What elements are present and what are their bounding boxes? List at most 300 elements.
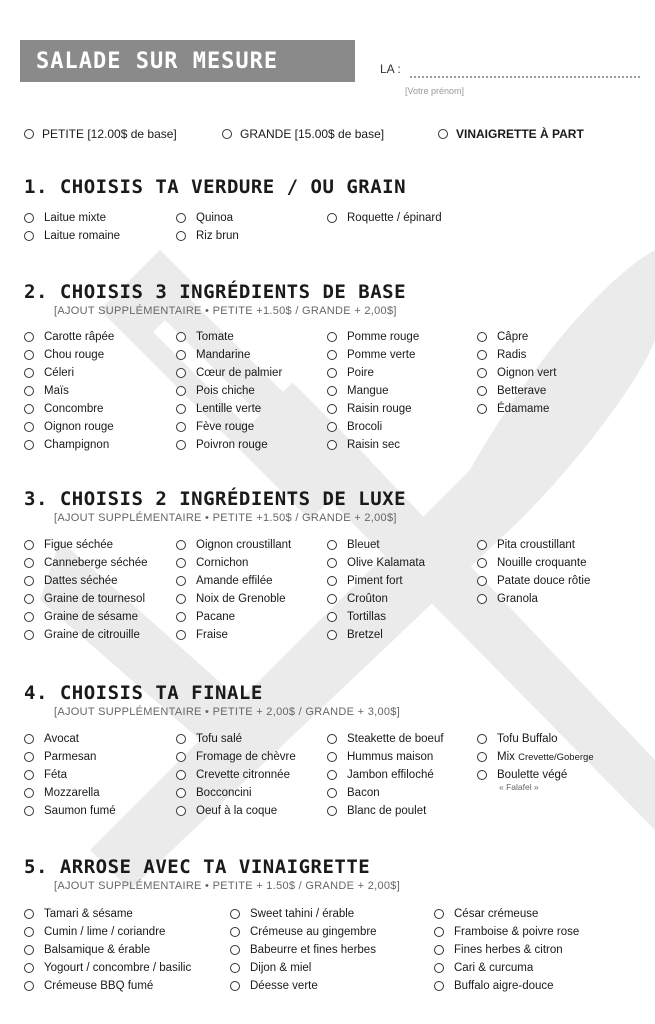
option-item[interactable] <box>24 590 148 608</box>
radio-icon[interactable] <box>327 558 337 568</box>
radio-icon[interactable] <box>24 368 34 378</box>
section-2-col-1 <box>24 328 114 454</box>
option-label: Tamari & sésame <box>44 908 133 920</box>
section-1-col-3 <box>327 209 442 227</box>
option-item[interactable] <box>327 536 425 554</box>
option-item[interactable] <box>327 400 419 418</box>
radio-icon[interactable] <box>176 594 186 604</box>
radio-icon[interactable] <box>327 368 337 378</box>
option-item[interactable] <box>176 382 282 400</box>
option-label: Graine de citrouille <box>44 629 140 641</box>
radio-icon[interactable] <box>176 734 186 744</box>
radio-icon[interactable] <box>24 945 34 955</box>
boulette-note: « Falafel » <box>499 782 539 792</box>
option-item[interactable] <box>24 436 114 454</box>
option-item[interactable] <box>327 418 419 436</box>
radio-icon[interactable] <box>176 576 186 586</box>
option-item[interactable] <box>176 209 239 227</box>
option-label: Pomme verte <box>347 349 416 361</box>
section-3-col-3 <box>327 536 425 644</box>
radio-icon[interactable] <box>176 806 186 816</box>
option-item[interactable] <box>24 941 191 959</box>
radio-icon[interactable] <box>24 422 34 432</box>
option-label: Oignon vert <box>497 367 557 379</box>
size-label-grande: GRANDE [15.00$ de base] <box>240 127 385 141</box>
section-5-subtitle: [AJOUT SUPPLÉMENTAIRE • PETITE + 1.50$ / GRANDE + 2,00$] <box>54 880 401 892</box>
section-1-title: 1. CHOISIS TA VERDURE / OU GRAIN <box>24 176 407 198</box>
radio-icon[interactable] <box>24 540 34 550</box>
option-item[interactable] <box>24 802 116 820</box>
option-label: Balsamique & érable <box>44 944 151 956</box>
option-label: Maïs <box>44 385 69 397</box>
radio-icon[interactable] <box>230 927 240 937</box>
option-label: Roquette / épinard <box>347 212 442 224</box>
radio-icon[interactable] <box>434 909 444 919</box>
radio-icon[interactable] <box>176 440 186 450</box>
radio-icon[interactable] <box>434 981 444 991</box>
option-label: Céleri <box>44 367 75 379</box>
option-label: Buffalo aigre-douce <box>454 980 554 992</box>
radio-icon[interactable] <box>327 788 337 798</box>
radio-icon[interactable] <box>176 770 186 780</box>
radio-icon[interactable] <box>477 332 487 342</box>
option-label: Bleuet <box>347 539 380 551</box>
option-item[interactable] <box>434 941 579 959</box>
radio-icon[interactable] <box>434 945 444 955</box>
option-label: Babeurre et fines herbes <box>250 944 376 956</box>
option-item[interactable] <box>176 536 291 554</box>
option-label: Poire <box>347 367 374 379</box>
option-item[interactable] <box>477 364 556 382</box>
radio-icon[interactable] <box>176 386 186 396</box>
option-item[interactable] <box>434 959 579 977</box>
section-4-col-2 <box>176 730 296 820</box>
option-label: Édamame <box>497 403 550 415</box>
radio-icon[interactable] <box>24 386 34 396</box>
radio-icon[interactable] <box>176 788 186 798</box>
option-label: Bacon <box>347 787 380 799</box>
radio-icon[interactable] <box>176 558 186 568</box>
radio-icon[interactable] <box>230 981 240 991</box>
option-item[interactable] <box>176 346 282 364</box>
option-item[interactable] <box>327 346 419 364</box>
option-label: Tomate <box>196 331 234 343</box>
radio-icon[interactable] <box>327 422 337 432</box>
option-label: Oignon croustillant <box>196 539 292 551</box>
option-label: Bretzel <box>347 629 383 641</box>
option-item[interactable] <box>24 959 191 977</box>
radio-icon[interactable] <box>327 594 337 604</box>
option-label: Pomme rouge <box>347 331 420 343</box>
option-label: Saumon fumé <box>44 805 116 817</box>
option-label: Déesse verte <box>250 980 318 992</box>
option-label: Lentille verte <box>196 403 262 415</box>
option-label: Oeuf à la coque <box>196 805 278 817</box>
option-label: Laitue romaine <box>44 230 121 242</box>
radio-icon[interactable] <box>327 576 337 586</box>
name-field-line[interactable] <box>410 76 640 78</box>
option-label: Concombre <box>44 403 104 415</box>
radio-icon[interactable] <box>438 129 448 139</box>
radio-icon[interactable] <box>24 129 34 139</box>
radio-icon[interactable] <box>176 540 186 550</box>
radio-icon[interactable] <box>230 945 240 955</box>
option-item[interactable] <box>327 626 425 644</box>
option-label: Féta <box>44 769 68 781</box>
option-label: Parmesan <box>44 751 97 763</box>
option-item[interactable] <box>327 554 425 572</box>
option-label: Raisin sec <box>347 439 401 451</box>
option-item[interactable] <box>477 382 556 400</box>
radio-icon[interactable] <box>477 770 487 780</box>
radio-icon[interactable] <box>24 594 34 604</box>
radio-icon[interactable] <box>176 630 186 640</box>
option-item[interactable] <box>327 364 419 382</box>
section-4-subtitle: [AJOUT SUPPLÉMENTAIRE • PETITE + 2,00$ / GRANDE + 3,00$] <box>54 706 401 718</box>
section-4-col-3 <box>327 730 444 820</box>
vinaigrette-a-part-label: VINAIGRETTE À PART <box>456 127 584 141</box>
radio-icon[interactable] <box>24 734 34 744</box>
option-label: Framboise & poivre rose <box>454 926 580 938</box>
radio-icon[interactable] <box>24 576 34 586</box>
radio-icon[interactable] <box>477 734 487 744</box>
option-item[interactable] <box>24 328 114 346</box>
option-item[interactable] <box>230 923 377 941</box>
option-label: Tortillas <box>347 611 386 623</box>
option-item[interactable] <box>24 923 191 941</box>
option-item[interactable] <box>176 436 282 454</box>
option-label: Avocat <box>44 733 79 745</box>
option-item[interactable] <box>477 346 556 364</box>
option-label: Blanc de poulet <box>347 805 427 817</box>
radio-icon[interactable] <box>24 332 34 342</box>
radio-icon[interactable] <box>176 752 186 762</box>
option-item[interactable] <box>24 608 148 626</box>
option-item[interactable] <box>327 748 444 766</box>
option-label: Yogourt / concombre / basilic <box>44 962 192 974</box>
section-3-col-4 <box>477 536 590 608</box>
option-label: Champignon <box>44 439 110 451</box>
option-item[interactable] <box>24 977 191 995</box>
radio-icon[interactable] <box>24 231 34 241</box>
section-5-col-2 <box>230 905 377 995</box>
option-label: Steakette de boeuf <box>347 733 444 745</box>
section-3-title: 3. CHOISIS 2 INGRÉDIENTS DE LUXE <box>24 488 407 510</box>
section-4-col-4 <box>477 730 594 792</box>
radio-icon[interactable] <box>24 558 34 568</box>
option-label: Patate douce rôtie <box>497 575 591 587</box>
option-item[interactable] <box>24 554 148 572</box>
section-3-subtitle: [AJOUT SUPPLÉMENTAIRE • PETITE +1.50$ / GRANDE + 2,00$] <box>54 512 397 524</box>
option-item[interactable] <box>327 608 425 626</box>
option-item[interactable] <box>327 572 425 590</box>
radio-icon[interactable] <box>477 386 487 396</box>
radio-icon[interactable] <box>176 231 186 241</box>
option-item[interactable] <box>230 959 377 977</box>
radio-icon[interactable] <box>230 963 240 973</box>
option-label: Laitue mixte <box>44 212 107 224</box>
radio-icon[interactable] <box>176 350 186 360</box>
radio-icon[interactable] <box>327 540 337 550</box>
radio-icon[interactable] <box>477 594 487 604</box>
radio-icon[interactable] <box>327 612 337 622</box>
option-label: Jambon effiloché <box>347 769 434 781</box>
option-item[interactable] <box>477 328 556 346</box>
option-label: Mangue <box>347 385 389 397</box>
option-item[interactable] <box>327 436 419 454</box>
section-5-col-1 <box>24 905 191 995</box>
option-item[interactable] <box>230 977 377 995</box>
option-item[interactable] <box>477 572 590 590</box>
option-item[interactable] <box>24 209 120 227</box>
radio-icon[interactable] <box>327 350 337 360</box>
radio-icon[interactable] <box>327 332 337 342</box>
option-label: Carotte râpée <box>44 331 115 343</box>
option-label: Poivron rouge <box>196 439 268 451</box>
option-item[interactable] <box>477 554 590 572</box>
radio-icon[interactable] <box>327 440 337 450</box>
option-label: Cœur de palmier <box>196 367 283 379</box>
radio-icon[interactable] <box>327 770 337 780</box>
radio-icon[interactable] <box>477 752 487 762</box>
radio-icon[interactable] <box>434 927 444 937</box>
option-item[interactable] <box>176 364 282 382</box>
radio-icon[interactable] <box>24 404 34 414</box>
radio-icon[interactable] <box>477 350 487 360</box>
option-item[interactable] <box>176 626 291 644</box>
radio-icon[interactable] <box>176 213 186 223</box>
radio-icon[interactable] <box>176 404 186 414</box>
section-3-col-1 <box>24 536 148 644</box>
section-5-title: 5. ARROSE AVEC TA VINAIGRETTE <box>24 856 371 878</box>
option-item[interactable] <box>24 364 114 382</box>
mix-small-label: Crevette/Goberge <box>518 752 594 763</box>
option-label: Nouille croquante <box>497 557 587 569</box>
radio-icon[interactable] <box>24 630 34 640</box>
radio-icon[interactable] <box>24 788 34 798</box>
radio-icon[interactable] <box>24 963 34 973</box>
option-item[interactable] <box>327 802 444 820</box>
option-item[interactable] <box>434 923 579 941</box>
option-label: Olive Kalamata <box>347 557 425 569</box>
radio-icon[interactable] <box>24 612 34 622</box>
option-item[interactable] <box>477 536 590 554</box>
option-label: Mozzarella <box>44 787 100 799</box>
option-item[interactable] <box>24 227 120 245</box>
section-4-title: 4. CHOISIS TA FINALE <box>24 682 263 704</box>
option-label: Tofu salé <box>196 733 243 745</box>
option-item[interactable] <box>24 400 114 418</box>
radio-icon[interactable] <box>477 576 487 586</box>
option-item[interactable] <box>477 748 594 766</box>
radio-icon[interactable] <box>477 540 487 550</box>
option-label: Quinoa <box>196 212 234 224</box>
radio-icon[interactable] <box>176 612 186 622</box>
option-label: César crémeuse <box>454 908 539 920</box>
option-item[interactable] <box>477 400 556 418</box>
option-label: Amande effilée <box>196 575 273 587</box>
radio-icon[interactable] <box>477 368 487 378</box>
option-label: Noix de Grenoble <box>196 593 286 605</box>
option-label: Mandarine <box>196 349 251 361</box>
radio-icon[interactable] <box>327 806 337 816</box>
option-item[interactable] <box>24 536 148 554</box>
radio-icon[interactable] <box>24 213 34 223</box>
section-2-title: 2. CHOISIS 3 INGRÉDIENTS DE BASE <box>24 281 407 303</box>
option-item[interactable] <box>24 418 114 436</box>
option-label: Pacane <box>196 611 236 623</box>
section-4-col-1 <box>24 730 116 820</box>
option-label: Cumin / lime / coriandre <box>44 926 166 938</box>
radio-icon[interactable] <box>327 630 337 640</box>
radio-icon[interactable] <box>477 558 487 568</box>
option-label: Croûton <box>347 593 388 605</box>
option-item[interactable] <box>176 590 291 608</box>
option-label: Sweet tahini / érable <box>250 908 355 920</box>
option-label: Oignon rouge <box>44 421 114 433</box>
option-label: Cornichon <box>196 557 249 569</box>
option-item[interactable] <box>176 328 282 346</box>
option-label: Canneberge séchée <box>44 557 148 569</box>
option-label: Hummus maison <box>347 751 434 763</box>
radio-icon[interactable] <box>24 752 34 762</box>
option-item[interactable] <box>176 748 296 766</box>
option-item[interactable] <box>176 572 291 590</box>
option-label: Fraise <box>196 629 228 641</box>
option-item[interactable] <box>24 784 116 802</box>
option-label: Granola <box>497 593 538 605</box>
option-label: Boulette végé <box>497 769 568 781</box>
radio-icon[interactable] <box>176 422 186 432</box>
option-item[interactable] <box>327 730 444 748</box>
option-item[interactable] <box>176 730 296 748</box>
radio-icon[interactable] <box>222 129 232 139</box>
option-label: Crémeuse au gingembre <box>250 926 377 938</box>
option-item[interactable] <box>24 626 148 644</box>
option-item[interactable] <box>434 977 579 995</box>
option-item[interactable] <box>176 554 291 572</box>
option-label: Fromage de chèvre <box>196 751 296 763</box>
option-item[interactable] <box>327 784 444 802</box>
radio-icon[interactable] <box>24 806 34 816</box>
option-label: Câpre <box>497 331 529 343</box>
name-label: LA : <box>380 62 401 76</box>
option-vinaigrette-a-part[interactable] <box>438 127 584 141</box>
option-label: Bocconcini <box>196 787 252 799</box>
section-3-col-2 <box>176 536 291 644</box>
option-item[interactable] <box>24 766 116 784</box>
radio-icon[interactable] <box>176 368 186 378</box>
option-item[interactable] <box>24 572 148 590</box>
radio-icon[interactable] <box>327 752 337 762</box>
size-option-petite[interactable] <box>24 127 177 141</box>
section-2-col-3 <box>327 328 419 454</box>
option-item[interactable] <box>176 227 239 245</box>
radio-icon[interactable] <box>477 404 487 414</box>
section-2-subtitle: [AJOUT SUPPLÉMENTAIRE • PETITE +1.50$ / GRANDE + 2,00$] <box>54 305 397 317</box>
radio-icon[interactable] <box>434 963 444 973</box>
option-item[interactable] <box>176 400 282 418</box>
radio-icon[interactable] <box>24 770 34 780</box>
option-item[interactable] <box>24 382 114 400</box>
option-item[interactable] <box>230 941 377 959</box>
option-item[interactable] <box>434 905 579 923</box>
option-label: Tofu Buffalo <box>497 733 558 745</box>
radio-icon[interactable] <box>176 332 186 342</box>
size-label-petite: PETITE [12.00$ de base] <box>42 127 177 141</box>
option-label: Crevette citronnée <box>196 769 290 781</box>
radio-icon[interactable] <box>230 909 240 919</box>
option-item[interactable] <box>327 382 419 400</box>
option-item[interactable] <box>24 905 191 923</box>
option-label: Pita croustillant <box>497 539 575 551</box>
option-item[interactable] <box>176 608 291 626</box>
radio-icon[interactable] <box>327 213 337 223</box>
radio-icon[interactable] <box>327 734 337 744</box>
radio-icon[interactable] <box>24 440 34 450</box>
option-label: Cari & curcuma <box>454 962 534 974</box>
option-item[interactable] <box>24 748 116 766</box>
option-item[interactable] <box>24 730 116 748</box>
option-label: Riz brun <box>196 230 239 242</box>
section-1-col-1 <box>24 209 120 245</box>
option-label: Graine de sésame <box>44 611 138 623</box>
option-label: Figue séchée <box>44 539 114 551</box>
option-label: Graine de tournesol <box>44 593 146 605</box>
option-item[interactable] <box>477 590 590 608</box>
option-label <box>497 751 594 763</box>
section-5-col-3 <box>434 905 579 995</box>
section-1-col-2 <box>176 209 239 245</box>
option-label: Chou rouge <box>44 349 105 361</box>
option-label: Radis <box>497 349 527 361</box>
option-item[interactable] <box>230 905 377 923</box>
option-item[interactable] <box>176 784 296 802</box>
option-item[interactable] <box>327 209 442 227</box>
option-item[interactable] <box>176 418 282 436</box>
radio-icon[interactable] <box>327 386 337 396</box>
name-hint: [Votre prénom] <box>405 86 465 96</box>
option-item[interactable] <box>176 766 296 784</box>
size-option-grande[interactable] <box>222 127 384 141</box>
option-label: Piment fort <box>347 575 403 587</box>
section-2-col-4 <box>477 328 556 418</box>
option-item[interactable] <box>327 766 444 784</box>
radio-icon[interactable] <box>24 350 34 360</box>
option-item[interactable] <box>24 346 114 364</box>
option-label: Crémeuse BBQ fumé <box>44 980 154 992</box>
option-item[interactable] <box>176 802 296 820</box>
option-item[interactable] <box>327 590 425 608</box>
option-label: Betterave <box>497 385 547 397</box>
option-label: Brocoli <box>347 421 383 433</box>
option-label: Pois chiche <box>196 385 255 397</box>
radio-icon[interactable] <box>327 404 337 414</box>
option-label: Fines herbes & citron <box>454 944 563 956</box>
section-2-col-2 <box>176 328 282 454</box>
option-label: Dijon & miel <box>250 962 312 974</box>
option-label: Dattes séchée <box>44 575 118 587</box>
option-item[interactable] <box>327 328 419 346</box>
menu-title: SALADE SUR MESURE <box>20 40 355 82</box>
radio-icon[interactable] <box>24 981 34 991</box>
option-item[interactable] <box>477 730 594 748</box>
option-label: Fève rouge <box>196 421 255 433</box>
radio-icon[interactable] <box>24 909 34 919</box>
option-label: Raisin rouge <box>347 403 412 415</box>
mix-label: Mix <box>497 751 515 763</box>
radio-icon[interactable] <box>24 927 34 937</box>
